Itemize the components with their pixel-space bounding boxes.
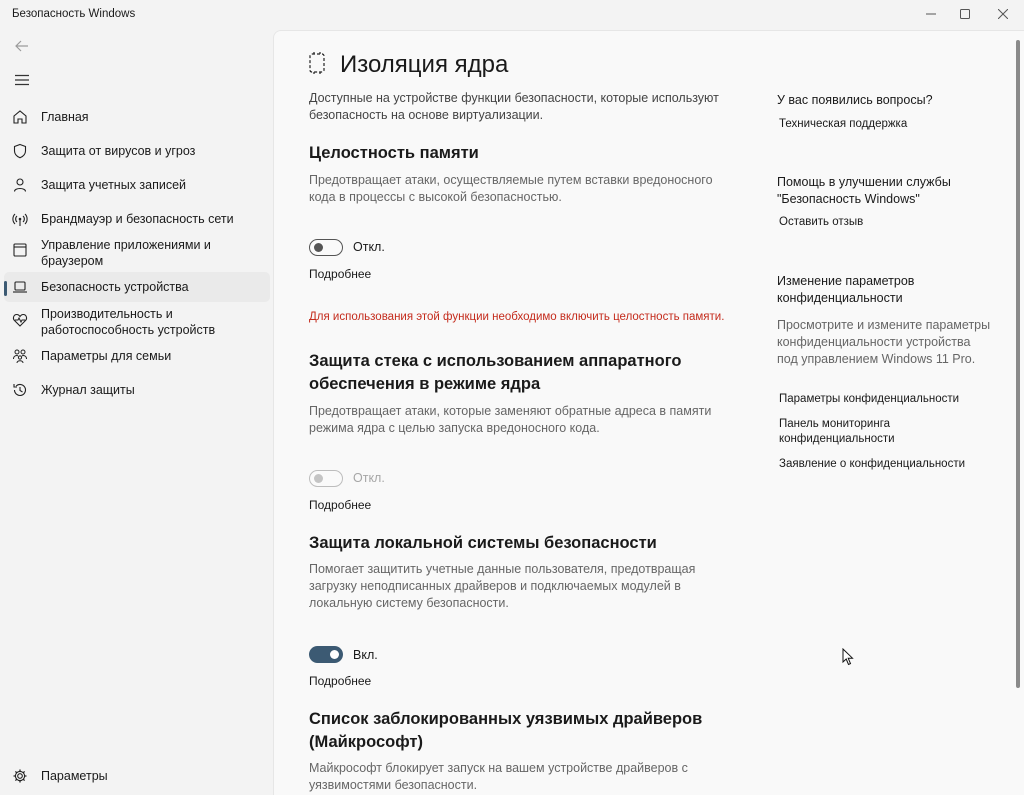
mouse-cursor-icon bbox=[842, 648, 854, 666]
toggle-knob bbox=[314, 474, 323, 483]
page-intro: Доступные на устройстве функции безопасности, которые используют безопасность на основе виртуализации. bbox=[309, 91, 719, 122]
minimize-icon bbox=[926, 6, 936, 24]
sidebar-item-device-performance[interactable] bbox=[4, 305, 270, 339]
maximize-icon bbox=[960, 6, 970, 24]
page-title: Изоляция ядра bbox=[340, 51, 509, 78]
sidebar-item-family-options[interactable] bbox=[4, 345, 270, 367]
section-desc-lsa-protection: Помогает защитить учетные данные пользователя, предотвращая загрузку неподписанных драйверов и подключаемых модулей в локальную систему безопасности. bbox=[309, 562, 696, 610]
sidebar-item-label: Главная bbox=[41, 110, 89, 124]
section-desc-memory-integrity: Предотвращает атаки, осуществляемые путем вставки вредоносного кода в процессы с высокой безопасностью. bbox=[309, 173, 713, 204]
sidebar-item-label: Брандмауэр и безопасность сети bbox=[41, 212, 234, 226]
memory-integrity-more-link[interactable]: Подробнее bbox=[309, 267, 372, 281]
family-icon bbox=[12, 348, 28, 364]
back-button[interactable] bbox=[10, 38, 34, 58]
memory-integrity-toggle[interactable] bbox=[309, 239, 343, 256]
gear-icon bbox=[12, 768, 28, 784]
sidebar-item-label: Журнал защиты bbox=[41, 383, 135, 397]
laptop-icon bbox=[12, 279, 28, 295]
home-icon bbox=[12, 109, 28, 125]
heart-pulse-icon bbox=[12, 312, 28, 328]
sidebar-item-virus-protection[interactable] bbox=[4, 140, 270, 162]
section-desc-stack-protection: Предотвращает атаки, которые заменяют обратные адреса в памяти режима ядра с целью запуска вредоносного кода. bbox=[309, 404, 712, 435]
privacy-statement-link[interactable]: Заявление о конфиденциальности bbox=[779, 458, 966, 470]
toggle-knob bbox=[330, 650, 339, 659]
sidebar-item-label: Управление приложениями и браузером bbox=[41, 238, 211, 268]
main-content bbox=[273, 30, 1024, 795]
sidebar-item-account-protection[interactable] bbox=[4, 174, 270, 196]
stack-protection-warning: Для использования этой функции необходимо включить целостность памяти. bbox=[309, 311, 725, 323]
stack-protection-toggle-state: Откл. bbox=[353, 471, 385, 485]
app-window-icon bbox=[12, 242, 28, 258]
sidebar-item-label: Параметры для семьи bbox=[41, 349, 172, 363]
close-button[interactable] bbox=[980, 0, 1024, 30]
section-desc-driver-blocklist: Майкрософт блокирует запуск на вашем устройстве драйверов с уязвимостями безопасности. bbox=[309, 761, 688, 792]
hamburger-icon bbox=[15, 73, 29, 91]
feedback-heading: Помощь в улучшении службы "Безопасность Windows" bbox=[777, 175, 951, 206]
sidebar-item-home[interactable] bbox=[4, 106, 270, 128]
scrollbar[interactable] bbox=[1016, 40, 1020, 688]
section-title-memory-integrity: Целостность памяти bbox=[309, 144, 479, 162]
app-title: Безопасность Windows bbox=[12, 8, 136, 20]
memory-integrity-toggle-state: Откл. bbox=[353, 240, 385, 254]
stack-protection-more-link[interactable]: Подробнее bbox=[309, 498, 372, 512]
sidebar-item-label: Защита от вирусов и угроз bbox=[41, 144, 196, 158]
sidebar-item-device-security[interactable] bbox=[4, 272, 270, 302]
sidebar-item-protection-history[interactable] bbox=[4, 379, 270, 401]
core-isolation-icon bbox=[307, 51, 327, 75]
privacy-desc: Просмотрите и измените параметры конфиденциальности устройства под управлением Windows 11 Pro. bbox=[777, 318, 991, 366]
toggle-knob bbox=[314, 243, 323, 252]
section-title-driver-blocklist: Список заблокированных уязвимых драйверов (Майкрософт) bbox=[309, 710, 703, 751]
questions-heading: У вас появились вопросы? bbox=[777, 93, 933, 107]
sidebar-item-settings[interactable] bbox=[4, 765, 270, 787]
shield-icon bbox=[12, 143, 28, 159]
section-title-lsa-protection: Защита локальной системы безопасности bbox=[309, 534, 657, 552]
back-arrow-icon bbox=[15, 39, 29, 57]
stack-protection-toggle[interactable] bbox=[309, 470, 343, 487]
menu-button[interactable] bbox=[10, 72, 34, 92]
sidebar-item-label: Параметры bbox=[41, 769, 108, 783]
sidebar-item-label: Производительность и работоспособность устройств bbox=[41, 307, 216, 337]
give-feedback-link[interactable]: Оставить отзыв bbox=[779, 216, 864, 228]
privacy-dashboard-link[interactable]: Панель мониторинга конфиденциальности bbox=[779, 418, 895, 445]
privacy-settings-link[interactable]: Параметры конфиденциальности bbox=[779, 393, 960, 405]
lsa-protection-toggle-state: Вкл. bbox=[353, 648, 378, 662]
wifi-antenna-icon bbox=[12, 211, 28, 227]
title-bar bbox=[0, 0, 1024, 30]
privacy-heading: Изменение параметров конфиденциальности bbox=[777, 274, 915, 305]
sidebar-item-firewall[interactable] bbox=[4, 208, 270, 230]
lsa-protection-toggle[interactable] bbox=[309, 646, 343, 663]
person-icon bbox=[12, 177, 28, 193]
tech-support-link[interactable]: Техническая поддержка bbox=[779, 118, 908, 130]
lsa-protection-more-link[interactable]: Подробнее bbox=[309, 674, 372, 688]
close-icon bbox=[998, 6, 1008, 24]
sidebar-item-app-browser-control[interactable] bbox=[4, 236, 270, 270]
sidebar-item-label: Защита учетных записей bbox=[41, 178, 187, 192]
sidebar-item-label: Безопасность устройства bbox=[41, 280, 189, 294]
history-icon bbox=[12, 382, 28, 398]
section-title-stack-protection: Защита стека с использованием аппаратного обеспечения в режиме ядра bbox=[309, 352, 682, 393]
